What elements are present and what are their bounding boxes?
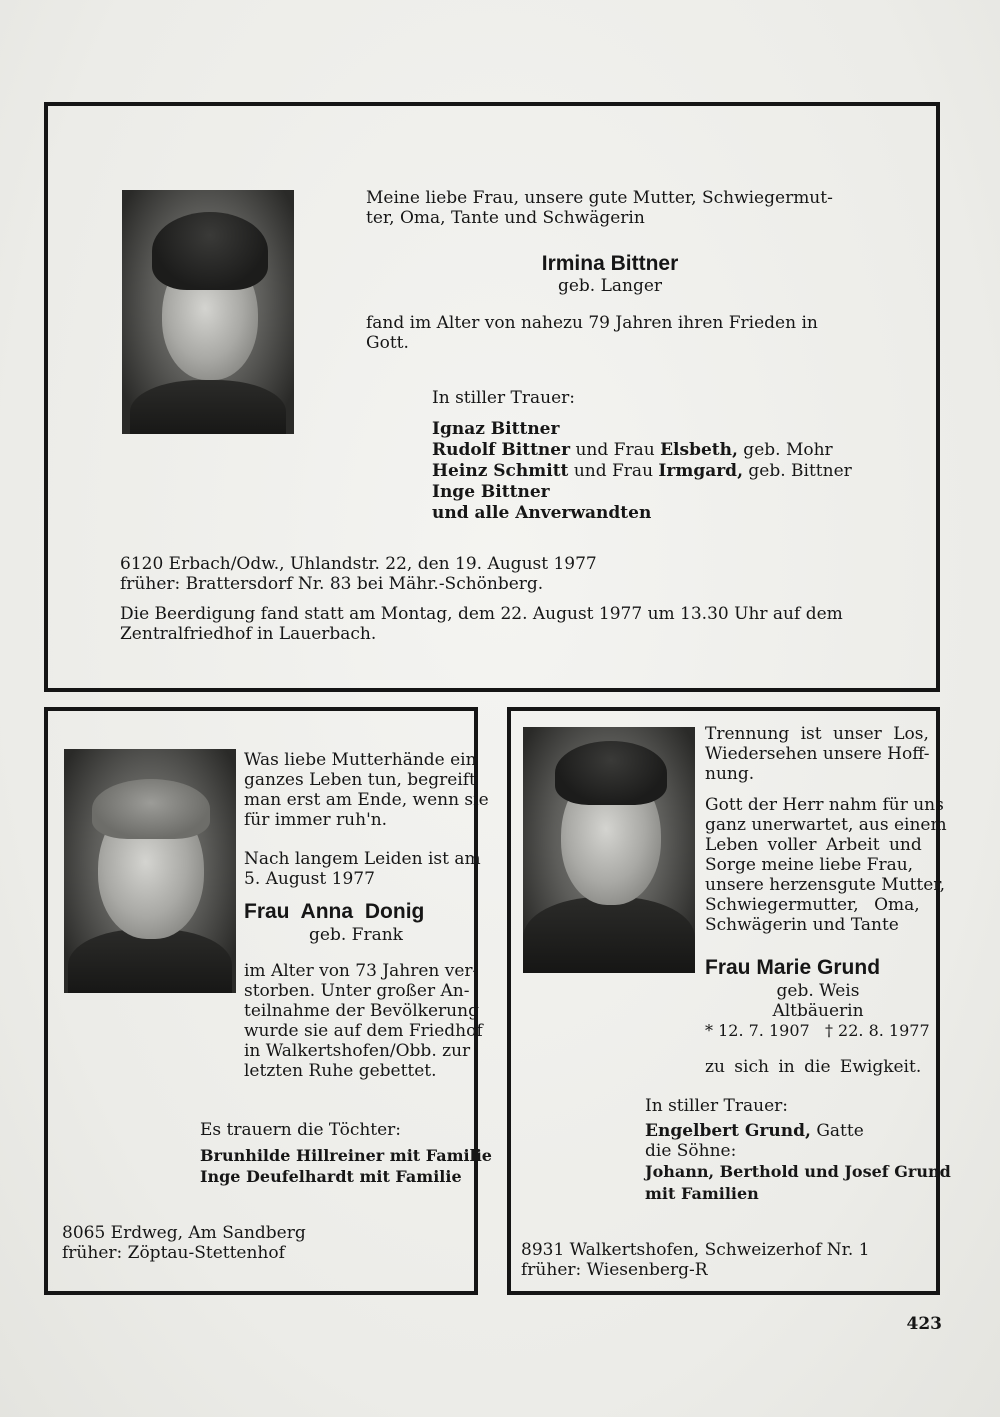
maiden-name: geb. Frank [309,925,403,945]
address-line-1: 6120 Erbach/Odw., Uhlandstr. 22, den 19. August 1977 [120,554,597,574]
husband-line: Engelbert Grund, Gatte [645,1121,864,1141]
occupation-title: Altbäuerin [772,1001,864,1021]
sons-line: mit Familien [645,1184,759,1203]
intro-line: Leben voller Arbeit und [705,835,922,855]
obituary-irmina-bittner [44,102,940,692]
mourner-line: und alle Anverwandten [432,503,652,523]
intro-line-1: Meine liebe Frau, unsere gute Mutter, Schwiegermut- [366,188,833,208]
death-line-2: Gott. [366,333,409,353]
address-line: früher: Zöptau-Stettenhof [62,1243,285,1263]
motto-line: nung. [705,764,755,784]
maiden-name: geb. Weis [776,981,860,1001]
deceased-name: Irmina Bittner [541,252,679,275]
intro-line: Gott der Herr nahm für uns [705,795,944,815]
funeral-line-1: Die Beerdigung fand statt am Montag, dem 22. August 1977 um 13.30 Uhr auf dem [120,604,843,624]
life-dates: * 12. 7. 1907 † 22. 8. 1977 [705,1021,930,1040]
death-line: wurde sie auf dem Friedhof [244,1021,483,1041]
mourning-intro: Es trauern die Töchter: [200,1120,402,1140]
suffering-line: 5. August 1977 [244,869,375,889]
death-line: in Walkertshofen/Obb. zur [244,1041,471,1061]
intro-line-2: ter, Oma, Tante und Schwägerin [366,208,645,228]
obituary-marie-grund [507,707,951,1295]
mourning-intro: In stiller Trauer: [645,1096,788,1116]
mourner-line: Rudolf Bittner und Frau Elsbeth, geb. Mohr [432,440,833,460]
death-line: teilnahme der Bevölkerung [244,1001,479,1021]
mourner-line: Inge Deufelhardt mit Familie [200,1167,462,1186]
intro-line: Sorge meine liebe Frau, [705,855,914,875]
mourning-intro: In stiller Trauer: [432,388,575,408]
eternity-line: zu sich in die Ewigkeit. [705,1057,922,1077]
address-line: früher: Wiesenberg-R [521,1260,708,1280]
death-line: im Alter von 73 Jahren ver- [244,961,479,981]
address-line: 8065 Erdweg, Am Sandberg [62,1223,306,1243]
mourner-line: Brunhilde Hillreiner mit Familie [200,1146,492,1165]
poem-line: für immer ruh'n. [244,810,388,830]
death-line: letzten Ruhe gebettet. [244,1061,437,1081]
suffering-line: Nach langem Leiden ist am [244,849,481,869]
deceased-name: Frau Anna Donig [244,900,425,923]
mourner-line: Inge Bittner [432,482,550,502]
maiden-name: geb. Langer [557,276,663,296]
funeral-line-2: Zentralfriedhof in Lauerbach. [120,624,377,644]
death-line: storben. Unter großer An- [244,981,470,1001]
poem-line: man erst am Ende, wenn sie [244,790,489,810]
portrait-photo [523,727,695,973]
address-line-2: früher: Brattersdorf Nr. 83 bei Mähr.-Schönberg. [120,574,544,594]
address-line: 8931 Walkertshofen, Schweizerhof Nr. 1 [521,1240,870,1260]
intro-line: ganz unerwartet, aus einem [705,815,947,835]
obituary-anna-donig [44,707,492,1295]
deceased-name: Frau Marie Grund [705,956,881,979]
poem-line: ganzes Leben tun, begreift [244,770,476,790]
poem-line: Was liebe Mutterhände ein [244,750,477,770]
page-number: 423 [906,1314,942,1334]
portrait-photo [64,749,236,993]
sons-line: Johann, Berthold und Josef Grund [645,1162,951,1181]
portrait-photo [122,190,294,434]
intro-line: Schwiegermutter, Oma, [705,895,920,915]
motto-line: Trennung ist unser Los, [705,724,929,744]
motto-line: Wiedersehen unsere Hoff- [705,744,930,764]
intro-line: Schwägerin und Tante [705,915,899,935]
death-line-1: fand im Alter von nahezu 79 Jahren ihren Frieden in [366,313,818,333]
sons-label: die Söhne: [645,1141,737,1161]
mourner-line: Heinz Schmitt und Frau Irmgard, geb. Bittner [432,461,852,481]
mourner-line: Ignaz Bittner [432,419,560,439]
intro-line: unsere herzensgute Mutter, [705,875,945,895]
